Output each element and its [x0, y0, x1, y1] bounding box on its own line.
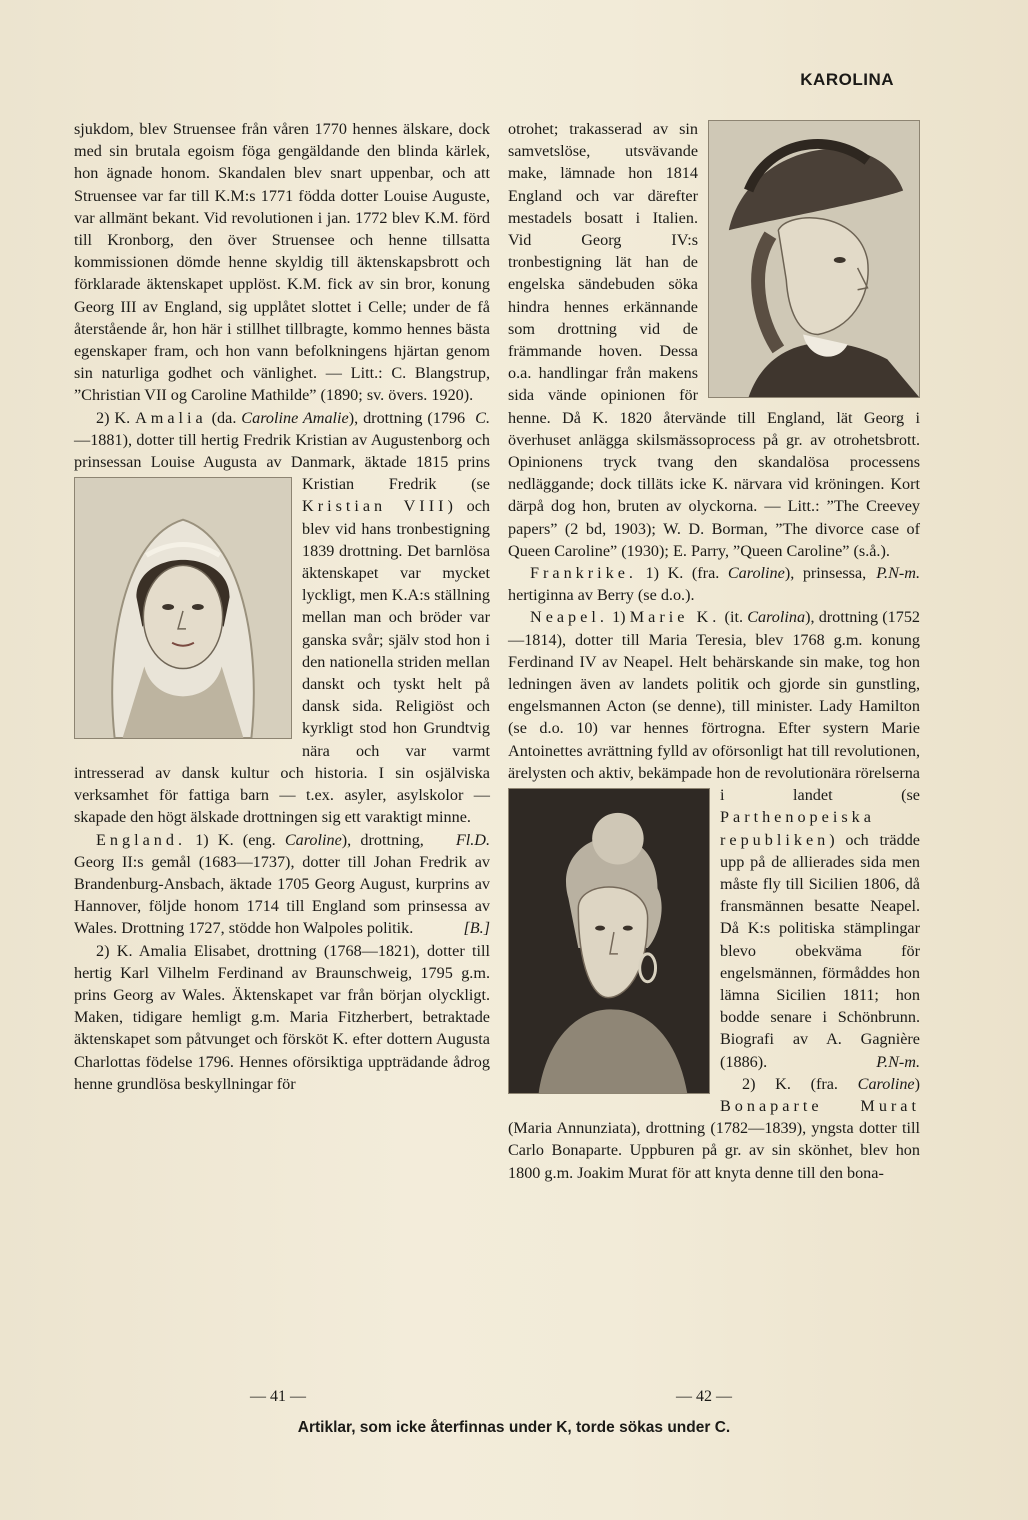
article-heading: Neapel.	[530, 608, 608, 627]
caroline-brunswick-continued: otrohet; trakasserad av sin samvetslöse, utsvävande make, lämnade hon 1814 England och var därefter mestadels bosatt i Italien. Vid Georg IV:s tronbestigning lät han de engelska sändebuden söka hindra hennes erkännande som drottning vid de främmande hoven. Dessa o.a. handlingar från makens sida vände opinionen för henne. Då K. 1820 återvände till England, lät Georg i överhuset anlägga skilsmässoprocess på gr. av otrohetsbrott. Opinionens tryck tvang den skandalösa processens nedläggande; dock tilläts icke K. närvara vid kröningen. Kort därpå dog hon, bruten av olyckorna. — Litt.: ”The Creevey papers” (2 bd, 1903); W. D. Borman, ”The divorce case of Queen Caroline” (1930); E. Parry, ”Queen Caroline” (s.å.). P.N-m.	[508, 118, 920, 562]
signature: Fl.D.	[455, 830, 490, 849]
page-number-right: — 42 —	[676, 1388, 732, 1405]
signature: P.N-m.	[876, 1052, 920, 1071]
england-article: England. 1) K. (eng. Caroline), drottning, Georg II:s gemål (1683—1737), dotter till Johan Fredrik av Brandenburg-Ansbach, äktade 1705 Georg August, kurprins av Hannover, följde honom 1714 till England som prinsessa av Wales. Drottning 1727, stödde hon Walpoles politik. [B.]	[74, 829, 490, 940]
article-heading: Bonaparte Murat	[720, 1096, 920, 1115]
article-heading: Frankrike.	[530, 564, 637, 583]
article-heading: England.	[96, 830, 186, 849]
article-heading: Amalia	[135, 408, 207, 427]
portrait-maria-carolina	[508, 788, 710, 1094]
amalia-article: 2) K. Amalia (da. Caroline Amalie), drottning (1796—1881), dotter till hertig Fredrik Kristian av Augustenborg och prinsessan Louise Augusta av Danmark, äktade 1815 prins Kristian Fredrik (se Kristian VIII) och blev vid hans tronbestigning 1839 drottning. Det barnlösa äktenskapet var mycket lyckligt, men K.A:s ställning mellan man och bröder var ganska svår; själv stod hon i den nationella striden mellan danskt och tyskt helt på dansk sida. Religiöst och kyrkligt stod hon Grundtvig nära och var varmt intresserad av dansk kultur och historia. I sin osjälviska verksamhet för fattiga barn — t.ex. asyler, asylskolor — skapade den högt älskade drottningen sig ett varaktigt minne. Fl.D.	[74, 407, 490, 829]
frankrike-article: Frankrike. 1) K. (fra. Caroline), prinsessa, hertiginna av Berry (se d.o.).	[508, 564, 867, 605]
signature: C.	[475, 408, 490, 427]
footer-note: Artiklar, som icke återfinnas under K, torde sökas under C.	[297, 1419, 731, 1436]
neapel-article: Neapel. 1) Marie K. (it. Carolina), drottning (1752—1814), dotter till Maria Teresia, blev 1768 g.m. konung Ferdinand IV av Neapel. Helt behärskande sin make, tog hon ledningen även av landets politik och gjorde sin gunstling, engelsmannen Acton (se denne), till minister. Lady Hamilton (se d.o. 10) var hennes förtrogna. Efter systern Marie Antoinettes avrättning fylld av oförsonligt hat till revolutionen, ärelysten och aktiv, bekämpade hon de revolutionära rörelserna i landet (se Parthenopeiska republiken) och trädde upp på de allierades sida men måste fly till Sicilien 1806, då fransmännen besatte Neapel. Då K:s politiska stämplingar blevo obekväma för engelsmännen, förmåddes hon lämna Sicilien 1811; hon bodde senare i Schönbrunn. Biografi av A. Gagnière (1886). P.N-m.	[508, 606, 920, 1072]
struensee-paragraph: sjukdom, blev Struensee från våren 1770 hennes älskare, dock med sin brutala egoism föga gengäldande den blinda kärlek, hon ägnade honom. Skandalen blev snart uppenbar, och att Struensee var far till K.M:s 1771 födda dotter Louise Auguste, var allmänt bekant. Vid revolutionen i jan. 1772 blev K.M. förd till Kronborg, den över Struensee och henne tillsatta kommissionen dömde henne skyldig till äktenskapsbrott och förklarade äktenskapet upplöst. K.M. fick av sin bror, konung Georg III av England, sig upplåtet slottet i Celle; under de få återstående år, hon här i stillhet tillbragte, kommo hennes bästa egenskaper fram, och hon vann befolkningens hjärtan genom sin naturliga godhet och vänlighet. — Litt.: C. Blangstrup, ”Christian VII og Caroline Mathilde” (1890; sv. övers. 1920). C.	[74, 118, 490, 407]
left-column	[74, 118, 490, 1095]
signature: P.N-m.	[876, 564, 920, 583]
portrait-caroline-of-brunswick	[708, 120, 920, 398]
portrait-caroline-amalie	[74, 477, 292, 739]
running-head: KAROLINA	[800, 70, 894, 89]
signature: [B.]	[463, 919, 490, 938]
elisabet-article: 2) K. Amalia Elisabet, drottning (1768—1821), dotter till hertig Karl Vilhelm Ferdinand av Braunschweig, 1795 g.m. prins Georg av Wales. Äktenskapet var från början olyckligt. Maken, tidigare hemligt g.m. Maria Fitzherbert, betraktade äktenskapet som påtvunget och försköt K. efter dottern Augusta Charlottas födelse 1796. Hennes oförsiktiga uppträdande ådrog henne grundlösa beskyllningar för	[74, 941, 490, 1093]
right-column	[508, 118, 920, 1184]
murat-article: 2) K. (fra. Caroline) Bonaparte Murat (Maria Annunziata), drottning (1782—1839), yngsta dotter till Carlo Bonaparte. Uppburen på gr. av sin skönhet, blev hon 1800 g.m. Joakim Murat för att knyta denne till den bona-	[508, 1074, 920, 1182]
page-number-left: — 41 —	[250, 1388, 306, 1405]
